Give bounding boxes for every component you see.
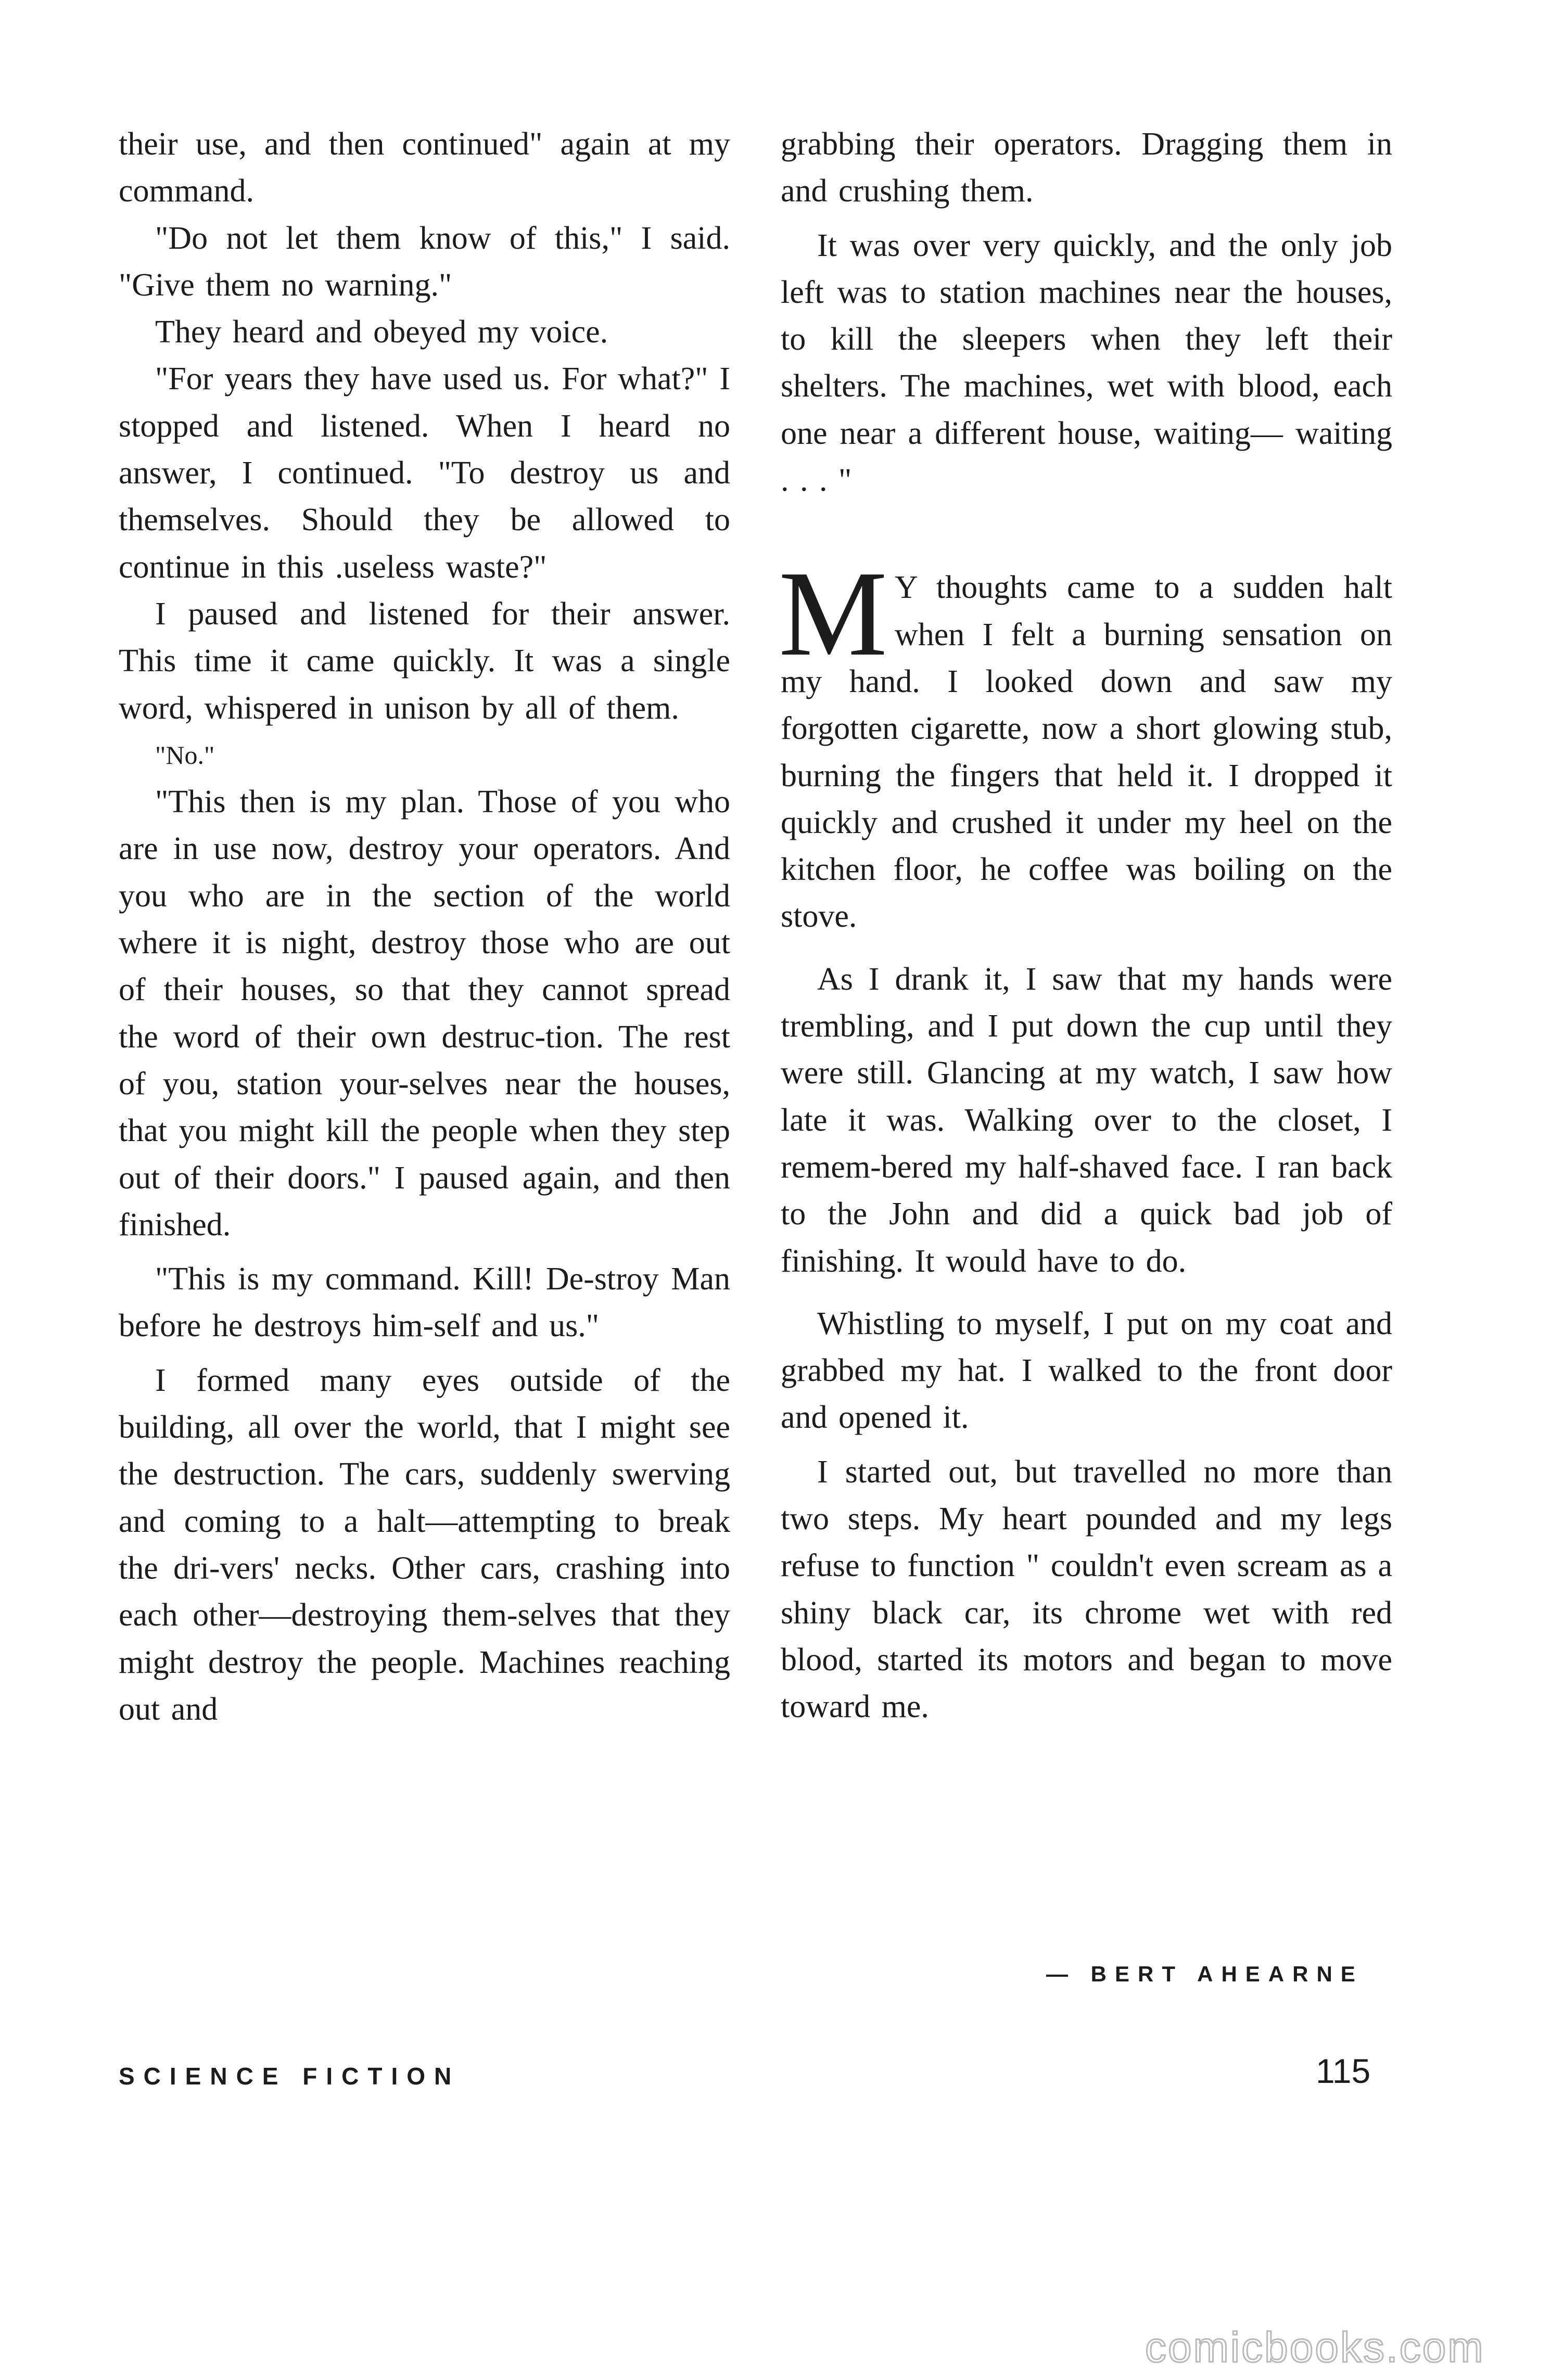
paragraph: I started out, but travelled no more than two steps. My heart pounded and my legs refuse to function " couldn't even scream as a shiny black car, its chrome wet with red blood, started its motors and began to move toward me. xyxy=(781,1454,1392,1725)
paragraph: I formed many eyes outside of the building, all over the world, that I might see the destruction. The cars, suddenly swerving and coming to a halt—attempting to break the dri-vers' necks. Other cars, crashing into each other—destroying them-selves that they might destroy the people. Machines reaching out and xyxy=(119,1362,730,1727)
paragraph: "Do not let them know of this," I said. "Give them no warning." xyxy=(119,220,730,303)
paragraph: "For years they have used us. For what?" I stopped and listened. When I heard no answer, I continued. "To destroy us and themselves. Should they be allowed to continue in this .useless waste?" xyxy=(119,361,730,585)
author-byline: — BERT AHEARNE xyxy=(1046,1962,1364,1986)
drop-cap: M xyxy=(779,546,887,682)
paragraph: "This then is my plan. Those of you who are in use now, destroy your operators. And you who are in the section of the world where it is night, destroy those who are out of their houses, so that they cannot spread the word of their own destruc-tion. The rest of you, station your-selves near the houses, that you might kill the people when they step out of their doors." I paused again, and then finished. xyxy=(119,784,730,1243)
paragraph-text: Y thoughts came to a sudden halt when I felt a burning sensation on my hand. I looked down and saw my forgotten cigarette, now a short glowing stub, burning the fingers that held it. I dropped it quickly and crushed it under my heel on the kitchen floor, he coffee was boiling on the stove. xyxy=(781,570,1392,935)
paragraph: "No." xyxy=(155,740,215,770)
magazine-title: SCIENCE FICTION xyxy=(119,2063,461,2090)
left-column xyxy=(119,121,730,1733)
paragraph: They heard and obeyed my voice. xyxy=(155,314,608,350)
watermark: comicbooks.com xyxy=(1145,2324,1485,2371)
page-number: 115 xyxy=(1316,2052,1371,2090)
right-column xyxy=(781,121,1392,1731)
paragraph: their use, and then continued" again at my command. xyxy=(119,126,730,209)
paragraph: grabbing their operators. Dragging them in and crushing them. xyxy=(781,126,1392,209)
paragraph: As I drank it, I saw that my hands were trembling, and I put down the cup until they were still. Glancing at my watch, I saw how late it was. Walking over to the closet, I remem-bered my half-shaved face. I ran back to the John and did a quick bad job of finishing. It would have to do. xyxy=(781,961,1392,1279)
paragraph: I paused and listened for their answer. This time it came quickly. It was a single word, whispered in unison by all of them. xyxy=(119,596,730,726)
paragraph: Whistling to myself, I put on my coat and grabbed my hat. I walked to the front door and opened it. xyxy=(781,1306,1392,1436)
paragraph: "This is my command. Kill! De-stroy Man before he destroys him-self and us." xyxy=(119,1261,730,1344)
paragraph: It was over very quickly, and the only job left was to station machines near the houses, to kill the sleepers when they left their shelters. The machines, wet with blood, each one near a different house, waiting— waiting . . . " xyxy=(781,227,1392,498)
paragraph-drop-cap xyxy=(779,546,1392,940)
